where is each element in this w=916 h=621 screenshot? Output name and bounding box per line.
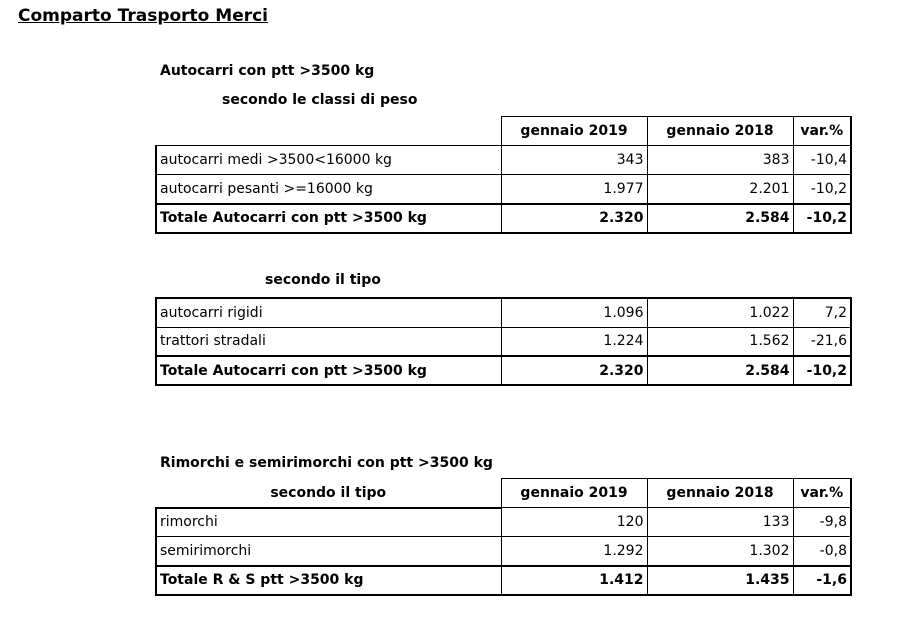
header-jan-2018: gennaio 2018 xyxy=(647,479,793,508)
value-2018: 133 xyxy=(647,508,793,537)
header-jan-2018: gennaio 2018 xyxy=(647,117,793,146)
value-2019: 1.292 xyxy=(501,537,647,566)
total-2018: 2.584 xyxy=(647,356,793,385)
value-2019: 1.096 xyxy=(501,298,647,327)
total-label: Totale R & S ptt >3500 kg xyxy=(156,566,501,595)
total-2018: 1.435 xyxy=(647,566,793,595)
table-row xyxy=(156,327,851,356)
value-2018: 1.022 xyxy=(647,298,793,327)
row-label: trattori stradali xyxy=(156,327,501,356)
total-row xyxy=(156,356,851,385)
table-row xyxy=(156,175,851,204)
table-row xyxy=(156,298,851,327)
header-jan-2019: gennaio 2019 xyxy=(501,117,647,146)
header-var-pct: var.% xyxy=(793,479,851,508)
table-row xyxy=(156,508,851,537)
total-row xyxy=(156,204,851,233)
total-var: -10,2 xyxy=(793,204,851,233)
total-2019: 2.320 xyxy=(501,356,647,385)
header-var-pct: var.% xyxy=(793,117,851,146)
row-label: autocarri rigidi xyxy=(156,298,501,327)
section1-subheading: secondo le classi di peso xyxy=(222,92,418,108)
value-var: -10,2 xyxy=(793,175,851,204)
value-var: -9,8 xyxy=(793,508,851,537)
row-label: semirimorchi xyxy=(156,537,501,566)
total-var: -10,2 xyxy=(793,356,851,385)
value-2018: 1.562 xyxy=(647,327,793,356)
table-header-row xyxy=(156,117,851,146)
header-empty-cell xyxy=(156,117,501,146)
value-var: -10,4 xyxy=(793,146,851,175)
row-label: autocarri medi >3500<16000 kg xyxy=(156,146,501,175)
total-2019: 1.412 xyxy=(501,566,647,595)
value-2018: 383 xyxy=(647,146,793,175)
value-2019: 1.224 xyxy=(501,327,647,356)
value-var: 7,2 xyxy=(793,298,851,327)
value-2019: 120 xyxy=(501,508,647,537)
trailers-table xyxy=(155,478,852,596)
value-2018: 2.201 xyxy=(647,175,793,204)
value-2019: 1.977 xyxy=(501,175,647,204)
section1-heading: Autocarri con ptt >3500 kg xyxy=(160,63,375,79)
vehicle-type-table xyxy=(155,297,852,386)
page-title: Comparto Trasporto Merci xyxy=(18,6,269,26)
value-var: -21,6 xyxy=(793,327,851,356)
total-label: Totale Autocarri con ptt >3500 kg xyxy=(156,204,501,233)
section2-subheading: secondo il tipo xyxy=(265,272,381,288)
total-row xyxy=(156,566,851,595)
section3-heading: Rimorchi e semirimorchi con ptt >3500 kg xyxy=(160,455,493,471)
value-2018: 1.302 xyxy=(647,537,793,566)
total-var: -1,6 xyxy=(793,566,851,595)
header-jan-2019: gennaio 2019 xyxy=(501,479,647,508)
row-label: rimorchi xyxy=(156,508,501,537)
row-label: autocarri pesanti >=16000 kg xyxy=(156,175,501,204)
value-2019: 343 xyxy=(501,146,647,175)
table-row xyxy=(156,537,851,566)
total-2019: 2.320 xyxy=(501,204,647,233)
table-row xyxy=(156,146,851,175)
weight-class-table xyxy=(155,116,852,234)
section3-subheading: secondo il tipo xyxy=(156,479,501,508)
table-header-row xyxy=(156,479,851,508)
total-label: Totale Autocarri con ptt >3500 kg xyxy=(156,356,501,385)
value-var: -0,8 xyxy=(793,537,851,566)
total-2018: 2.584 xyxy=(647,204,793,233)
